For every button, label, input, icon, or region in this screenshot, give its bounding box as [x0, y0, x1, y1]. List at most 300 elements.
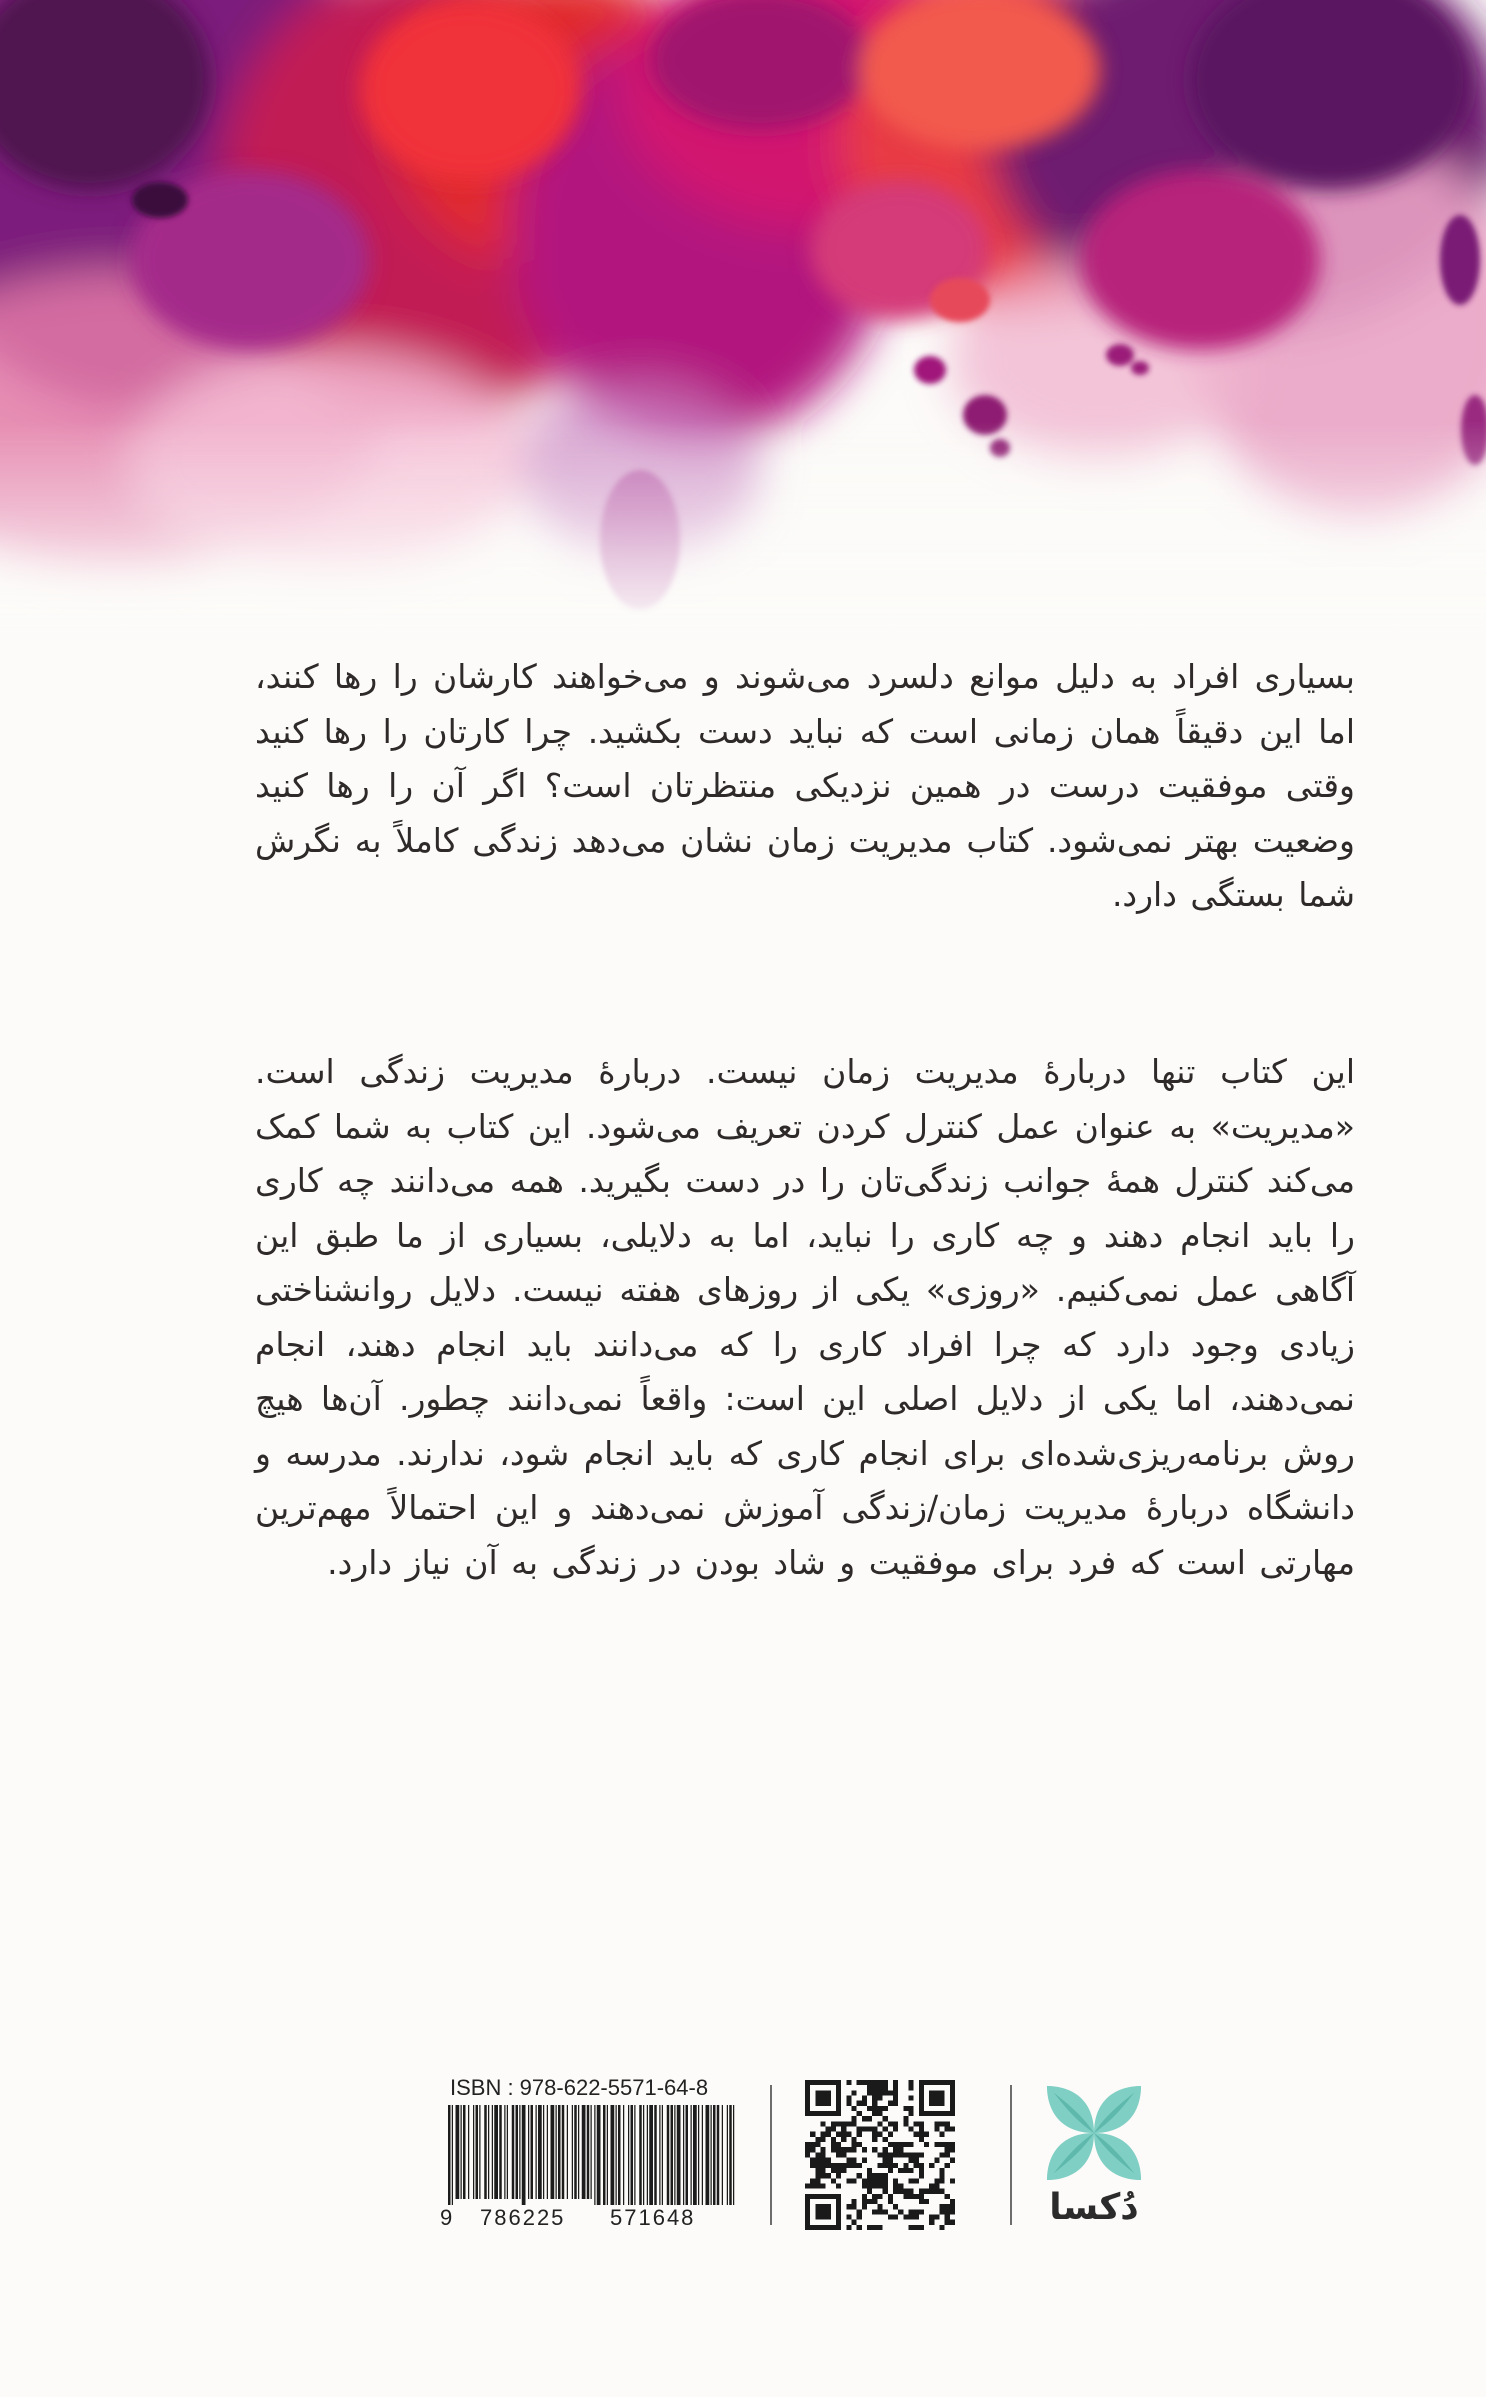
- qr-module: [852, 2116, 857, 2121]
- barcode-bar: [693, 2105, 697, 2205]
- qr-module: [815, 2080, 820, 2085]
- qr-module: [924, 2111, 929, 2116]
- qr-module: [914, 2178, 919, 2183]
- qr-module: [888, 2168, 893, 2173]
- barcode-bar: [654, 2105, 657, 2205]
- qr-module: [919, 2090, 924, 2095]
- qr-module: [862, 2183, 867, 2188]
- qr-module: [867, 2173, 872, 2178]
- qr-module: [841, 2147, 846, 2152]
- qr-module: [810, 2163, 815, 2168]
- qr-module: [939, 2225, 944, 2230]
- qr-module: [919, 2173, 924, 2178]
- qr-module: [888, 2163, 893, 2168]
- qr-module: [903, 2194, 908, 2199]
- qr-module: [945, 2194, 950, 2199]
- qr-module: [826, 2209, 831, 2214]
- barcode-bar: [522, 2105, 526, 2205]
- qr-module: [898, 2209, 903, 2214]
- qr-module: [888, 2101, 893, 2106]
- barcode-bar: [567, 2105, 568, 2199]
- qr-module: [846, 2132, 851, 2137]
- qr-module: [945, 2204, 950, 2209]
- qr-module: [826, 2111, 831, 2116]
- qr-module: [836, 2142, 841, 2147]
- qr-module: [883, 2106, 888, 2111]
- qr-module: [934, 2189, 939, 2194]
- barcode-bar: [623, 2105, 624, 2205]
- description-paragraph-2: این کتاب تنها دربارهٔ مدیریت زمان نیست. دربارهٔ مدیریت زندگی است. «مدیریت» به عنوان عمل کنترل کردن تعریف می‌شود. این کتاب به شما کمک می‌کند کنترل همهٔ جوانب زندگی‌تان را در دست بگیرید. همه می‌دانند چه کاری را باید انجام دهند و چه کاری را نباید، اما به دلایلی، بسیاری از ما طبق این آگاهی عمل نمی‌کنیم. «روزی» یکی از روزهای هفته نیست. دلایل روانشناختی زیادی وجود دارد که چرا افراد کاری را که می‌دانند باید انجام دهند، انجام نمی‌دهند، اما یکی از دلایل اصلی این است: واقعاً نمی‌دانند چطور. آن‌ها هیچ روش برنامه‌ریزی‌شده‌ای برای انجام کاری که باید انجام شود، ندارند. مدرسه و دانشگاه دربارهٔ مدیریت زمان/زندگی آموزش نمی‌دهند و این احتمالاً مهم‌ترین مهارتی است که فرد برای موفقیت و شاد بودن در زندگی به آن نیاز دارد.: [255, 1052, 1355, 1582]
- qr-module: [929, 2080, 934, 2085]
- qr-module: [831, 2178, 836, 2183]
- qr-module: [862, 2127, 867, 2132]
- qr-module: [877, 2085, 882, 2090]
- qr-module: [903, 2168, 908, 2173]
- qr-module: [908, 2111, 913, 2116]
- qr-module: [945, 2142, 950, 2147]
- qr-module: [877, 2121, 882, 2126]
- qr-module: [867, 2127, 872, 2132]
- qr-module: [950, 2127, 955, 2132]
- qr-module: [888, 2132, 893, 2137]
- qr-module: [893, 2147, 898, 2152]
- qr-module: [893, 2127, 898, 2132]
- qr-module: [950, 2142, 955, 2147]
- qr-module: [836, 2132, 841, 2137]
- qr-module: [950, 2106, 955, 2111]
- barcode-bar: [456, 2105, 460, 2199]
- qr-module: [846, 2178, 851, 2183]
- qr-module: [872, 2090, 877, 2095]
- isbn-barcode-block: [440, 2075, 745, 2233]
- qr-module: [939, 2111, 944, 2116]
- qr-module: [815, 2152, 820, 2157]
- qr-module: [945, 2214, 950, 2219]
- qr-module: [903, 2214, 908, 2219]
- qr-module: [914, 2225, 919, 2230]
- qr-module: [815, 2183, 820, 2188]
- barcode-bar: [492, 2105, 493, 2199]
- qr-module: [908, 2158, 913, 2163]
- qr-module: [950, 2209, 955, 2214]
- qr-module: [903, 2142, 908, 2147]
- qr-module: [888, 2142, 893, 2147]
- qr-module: [821, 2121, 826, 2126]
- qr-module: [846, 2101, 851, 2106]
- qr-module: [815, 2194, 820, 2199]
- barcode-bar: [616, 2105, 617, 2205]
- barcode-bar: [562, 2105, 565, 2199]
- qr-module: [821, 2152, 826, 2157]
- qr-module: [846, 2147, 851, 2152]
- qr-module: [836, 2173, 841, 2178]
- barcode-bar: [597, 2105, 601, 2205]
- qr-module: [883, 2178, 888, 2183]
- qr-module: [934, 2178, 939, 2183]
- qr-module: [877, 2152, 882, 2157]
- qr-module: [821, 2137, 826, 2142]
- barcode-bar: [729, 2105, 732, 2205]
- qr-module: [841, 2132, 846, 2137]
- barcode-bar: [706, 2105, 710, 2205]
- qr-module: [872, 2132, 877, 2137]
- barcode-left-group: 786225: [480, 2205, 566, 2230]
- qr-module: [950, 2080, 955, 2085]
- barcode-bar: [727, 2105, 728, 2205]
- qr-module: [945, 2127, 950, 2132]
- qr-module: [908, 2178, 913, 2183]
- qr-module: [914, 2163, 919, 2168]
- qr-module: [888, 2090, 893, 2095]
- qr-module: [862, 2080, 867, 2085]
- watercolor-splash-art: [0, 0, 1486, 640]
- qr-module: [836, 2204, 841, 2209]
- qr-module: [893, 2080, 898, 2085]
- qr-module: [810, 2225, 815, 2230]
- qr-module: [810, 2080, 815, 2085]
- qr-module: [934, 2214, 939, 2219]
- qr-module: [826, 2101, 831, 2106]
- qr-module: [929, 2096, 934, 2101]
- qr-module: [950, 2178, 955, 2183]
- qr-module: [934, 2121, 939, 2126]
- qr-module: [929, 2183, 934, 2188]
- barcode-bar: [691, 2105, 692, 2205]
- qr-module: [831, 2121, 836, 2126]
- qr-module: [939, 2209, 944, 2214]
- qr-module: [867, 2183, 872, 2188]
- qr-module: [862, 2101, 867, 2106]
- qr-module: [924, 2142, 929, 2147]
- barcode-bar: [572, 2105, 573, 2199]
- qr-module: [810, 2178, 815, 2183]
- qr-module: [919, 2132, 924, 2137]
- qr-module: [950, 2101, 955, 2106]
- qr-module: [893, 2096, 898, 2101]
- qr-module: [939, 2090, 944, 2095]
- qr-module: [950, 2199, 955, 2204]
- barcode-bar: [551, 2105, 555, 2199]
- qr-module: [908, 2194, 913, 2199]
- qr-module: [867, 2090, 872, 2095]
- qr-module: [821, 2132, 826, 2137]
- qr-module: [815, 2178, 820, 2183]
- barcode-bar: [659, 2105, 660, 2205]
- qr-module: [805, 2225, 810, 2230]
- barcode-bar: [717, 2105, 720, 2205]
- qr-module: [883, 2127, 888, 2132]
- qr-module: [929, 2090, 934, 2095]
- qr-module: [846, 2214, 851, 2219]
- qr-module: [805, 2199, 810, 2204]
- qr-module: [846, 2121, 851, 2126]
- qr-module: [862, 2116, 867, 2121]
- qr-module: [862, 2194, 867, 2199]
- qr-module: [950, 2096, 955, 2101]
- qr-module: [867, 2225, 872, 2230]
- qr-module: [810, 2142, 815, 2147]
- qr-module: [929, 2220, 934, 2225]
- qr-module: [852, 2142, 857, 2147]
- qr-module: [831, 2225, 836, 2230]
- qr-module: [846, 2080, 851, 2085]
- qr-module: [815, 2090, 820, 2095]
- barcode-bar: [516, 2105, 519, 2199]
- qr-module: [934, 2101, 939, 2106]
- qr-module: [872, 2137, 877, 2142]
- qr-module: [826, 2090, 831, 2095]
- qr-module: [919, 2225, 924, 2230]
- qr-module: [852, 2106, 857, 2111]
- qr-module: [857, 2127, 862, 2132]
- qr-module: [893, 2178, 898, 2183]
- qr-module: [919, 2096, 924, 2101]
- barcode-bar: [631, 2105, 634, 2205]
- qr-module: [815, 2204, 820, 2209]
- qr-module: [846, 2096, 851, 2101]
- barcode-bar: [461, 2105, 462, 2199]
- barcode-bar: [674, 2105, 675, 2205]
- qr-module: [831, 2147, 836, 2152]
- barcode-bar: [667, 2105, 670, 2205]
- qr-module: [872, 2096, 877, 2101]
- qr-module: [898, 2142, 903, 2147]
- qr-module: [821, 2158, 826, 2163]
- qr-module: [841, 2163, 846, 2168]
- barcode-bar: [603, 2105, 606, 2205]
- qr-module: [805, 2183, 810, 2188]
- qr-module: [872, 2199, 877, 2204]
- qr-module: [826, 2214, 831, 2219]
- qr-module: [872, 2173, 877, 2178]
- qr-module: [831, 2163, 836, 2168]
- barcode-bar: [628, 2105, 629, 2205]
- qr-module: [857, 2132, 862, 2137]
- qr-module: [877, 2096, 882, 2101]
- qr-module: [877, 2132, 882, 2137]
- qr-module: [836, 2220, 841, 2225]
- qr-module: [852, 2204, 857, 2209]
- qr-module: [919, 2127, 924, 2132]
- qr-module: [919, 2085, 924, 2090]
- qr-module: [908, 2189, 913, 2194]
- qr-module: [836, 2085, 841, 2090]
- qr-module: [815, 2111, 820, 2116]
- qr-module: [945, 2080, 950, 2085]
- qr-module: [883, 2152, 888, 2157]
- qr-module: [810, 2132, 815, 2137]
- barcode-bar: [711, 2105, 712, 2205]
- qr-module: [898, 2168, 903, 2173]
- isbn-label: ISBN : 978-622-5571-64-8: [450, 2075, 709, 2100]
- qr-module: [841, 2121, 846, 2126]
- qr-module: [883, 2116, 888, 2121]
- qr-module: [836, 2096, 841, 2101]
- qr-module: [883, 2085, 888, 2090]
- qr-module: [862, 2158, 867, 2163]
- qr-module: [934, 2096, 939, 2101]
- barcode-bar: [528, 2105, 529, 2199]
- barcode-bar: [722, 2105, 723, 2205]
- qr-module: [924, 2199, 929, 2204]
- qr-module: [883, 2158, 888, 2163]
- qr-module: [831, 2127, 836, 2132]
- barcode-bar: [582, 2105, 586, 2199]
- qr-module: [919, 2106, 924, 2111]
- qr-module: [877, 2194, 882, 2199]
- qr-module: [867, 2178, 872, 2183]
- qr-module: [821, 2209, 826, 2214]
- qr-module: [831, 2137, 836, 2142]
- qr-module: [810, 2183, 815, 2188]
- qr-module: [852, 2199, 857, 2204]
- qr-module: [898, 2152, 903, 2157]
- qr-module: [877, 2080, 882, 2085]
- qr-module: [898, 2189, 903, 2194]
- qr-module: [867, 2189, 872, 2194]
- qr-module: [857, 2142, 862, 2147]
- qr-module: [867, 2106, 872, 2111]
- qr-module: [805, 2106, 810, 2111]
- barcode-bar: [504, 2105, 505, 2199]
- footer-divider: [770, 2085, 772, 2225]
- qr-module: [841, 2137, 846, 2142]
- qr-module: [872, 2101, 877, 2106]
- qr-module: [831, 2168, 836, 2173]
- qr-module: [841, 2168, 846, 2173]
- barcode-bar: [591, 2105, 592, 2199]
- qr-module: [826, 2225, 831, 2230]
- qr-module: [857, 2080, 862, 2085]
- qr-module: [919, 2163, 924, 2168]
- barcode-bar: [686, 2105, 689, 2205]
- qr-module: [805, 2096, 810, 2101]
- qr-module: [877, 2225, 882, 2230]
- qr-module: [836, 2106, 841, 2111]
- qr-module: [836, 2101, 841, 2106]
- qr-module: [805, 2194, 810, 2199]
- qr-module: [857, 2163, 862, 2168]
- qr-module: [950, 2085, 955, 2090]
- qr-module: [888, 2194, 893, 2199]
- qr-module: [826, 2096, 831, 2101]
- qr-module: [836, 2209, 841, 2214]
- barcode-bar: [587, 2105, 590, 2199]
- barcode-bar: [634, 2105, 635, 2205]
- barcode-bar: [611, 2105, 615, 2205]
- qr-module: [939, 2189, 944, 2194]
- qr-module: [903, 2106, 908, 2111]
- qr-module: [852, 2147, 857, 2152]
- qr-module: [872, 2080, 877, 2085]
- qr-module: [939, 2132, 944, 2137]
- qr-module: [903, 2116, 908, 2121]
- barcode-first-digit: 9: [440, 2205, 453, 2230]
- qr-module: [805, 2147, 810, 2152]
- qr-module: [852, 2163, 857, 2168]
- qr-module: [929, 2189, 934, 2194]
- cover-footer: [440, 2075, 1160, 2235]
- qr-module: [939, 2080, 944, 2085]
- qr-module: [908, 2080, 913, 2085]
- qr-module: [877, 2111, 882, 2116]
- qr-module: [805, 2152, 810, 2157]
- qr-module: [815, 2209, 820, 2214]
- qr-module: [919, 2209, 924, 2214]
- qr-module: [945, 2147, 950, 2152]
- qr-module: [939, 2096, 944, 2101]
- qr-module: [805, 2209, 810, 2214]
- qr-module: [872, 2194, 877, 2199]
- qr-module: [821, 2090, 826, 2095]
- qr-module: [857, 2225, 862, 2230]
- barcode-bar: [476, 2105, 479, 2199]
- qr-code-icon: [805, 2080, 955, 2230]
- barcode-bar: [468, 2105, 469, 2199]
- qr-module: [939, 2121, 944, 2126]
- qr-module: [908, 2152, 913, 2157]
- qr-module: [908, 2127, 913, 2132]
- qr-module: [893, 2189, 898, 2194]
- qr-module: [919, 2189, 924, 2194]
- barcode-bar: [639, 2105, 642, 2205]
- qr-module: [939, 2101, 944, 2106]
- qr-module: [877, 2173, 882, 2178]
- barcode-bar: [649, 2105, 653, 2205]
- qr-module: [836, 2163, 841, 2168]
- qr-module: [805, 2142, 810, 2147]
- barcode-bar: [647, 2105, 648, 2205]
- qr-module: [836, 2183, 841, 2188]
- barcode-bar: [543, 2105, 544, 2199]
- qr-module: [846, 2163, 851, 2168]
- qr-module: [945, 2121, 950, 2126]
- qr-module: [908, 2209, 913, 2214]
- qr-module: [939, 2142, 944, 2147]
- qr-module: [914, 2209, 919, 2214]
- barcode-bar: [677, 2105, 681, 2205]
- qr-module: [908, 2168, 913, 2173]
- qr-module: [821, 2225, 826, 2230]
- barcode-bar: [713, 2105, 716, 2205]
- qr-module: [821, 2173, 826, 2178]
- qr-module: [950, 2111, 955, 2116]
- qr-module: [950, 2204, 955, 2209]
- qr-module: [857, 2111, 862, 2116]
- barcode-bar: [536, 2105, 537, 2199]
- qr-module: [836, 2152, 841, 2157]
- qr-module: [883, 2183, 888, 2188]
- qr-module: [903, 2121, 908, 2126]
- qr-module: [893, 2204, 898, 2209]
- qr-module: [862, 2147, 867, 2152]
- four-petal-flower-icon: [1038, 2077, 1150, 2189]
- qr-module: [877, 2163, 882, 2168]
- qr-module: [815, 2173, 820, 2178]
- qr-module: [883, 2163, 888, 2168]
- qr-module: [919, 2199, 924, 2204]
- qr-module: [893, 2085, 898, 2090]
- qr-module: [821, 2183, 826, 2188]
- qr-module: [908, 2096, 913, 2101]
- qr-module: [893, 2214, 898, 2219]
- qr-module: [810, 2194, 815, 2199]
- qr-module: [846, 2204, 851, 2209]
- qr-module: [914, 2121, 919, 2126]
- barcode-bar: [499, 2105, 502, 2199]
- qr-module: [815, 2163, 820, 2168]
- qr-module: [929, 2101, 934, 2106]
